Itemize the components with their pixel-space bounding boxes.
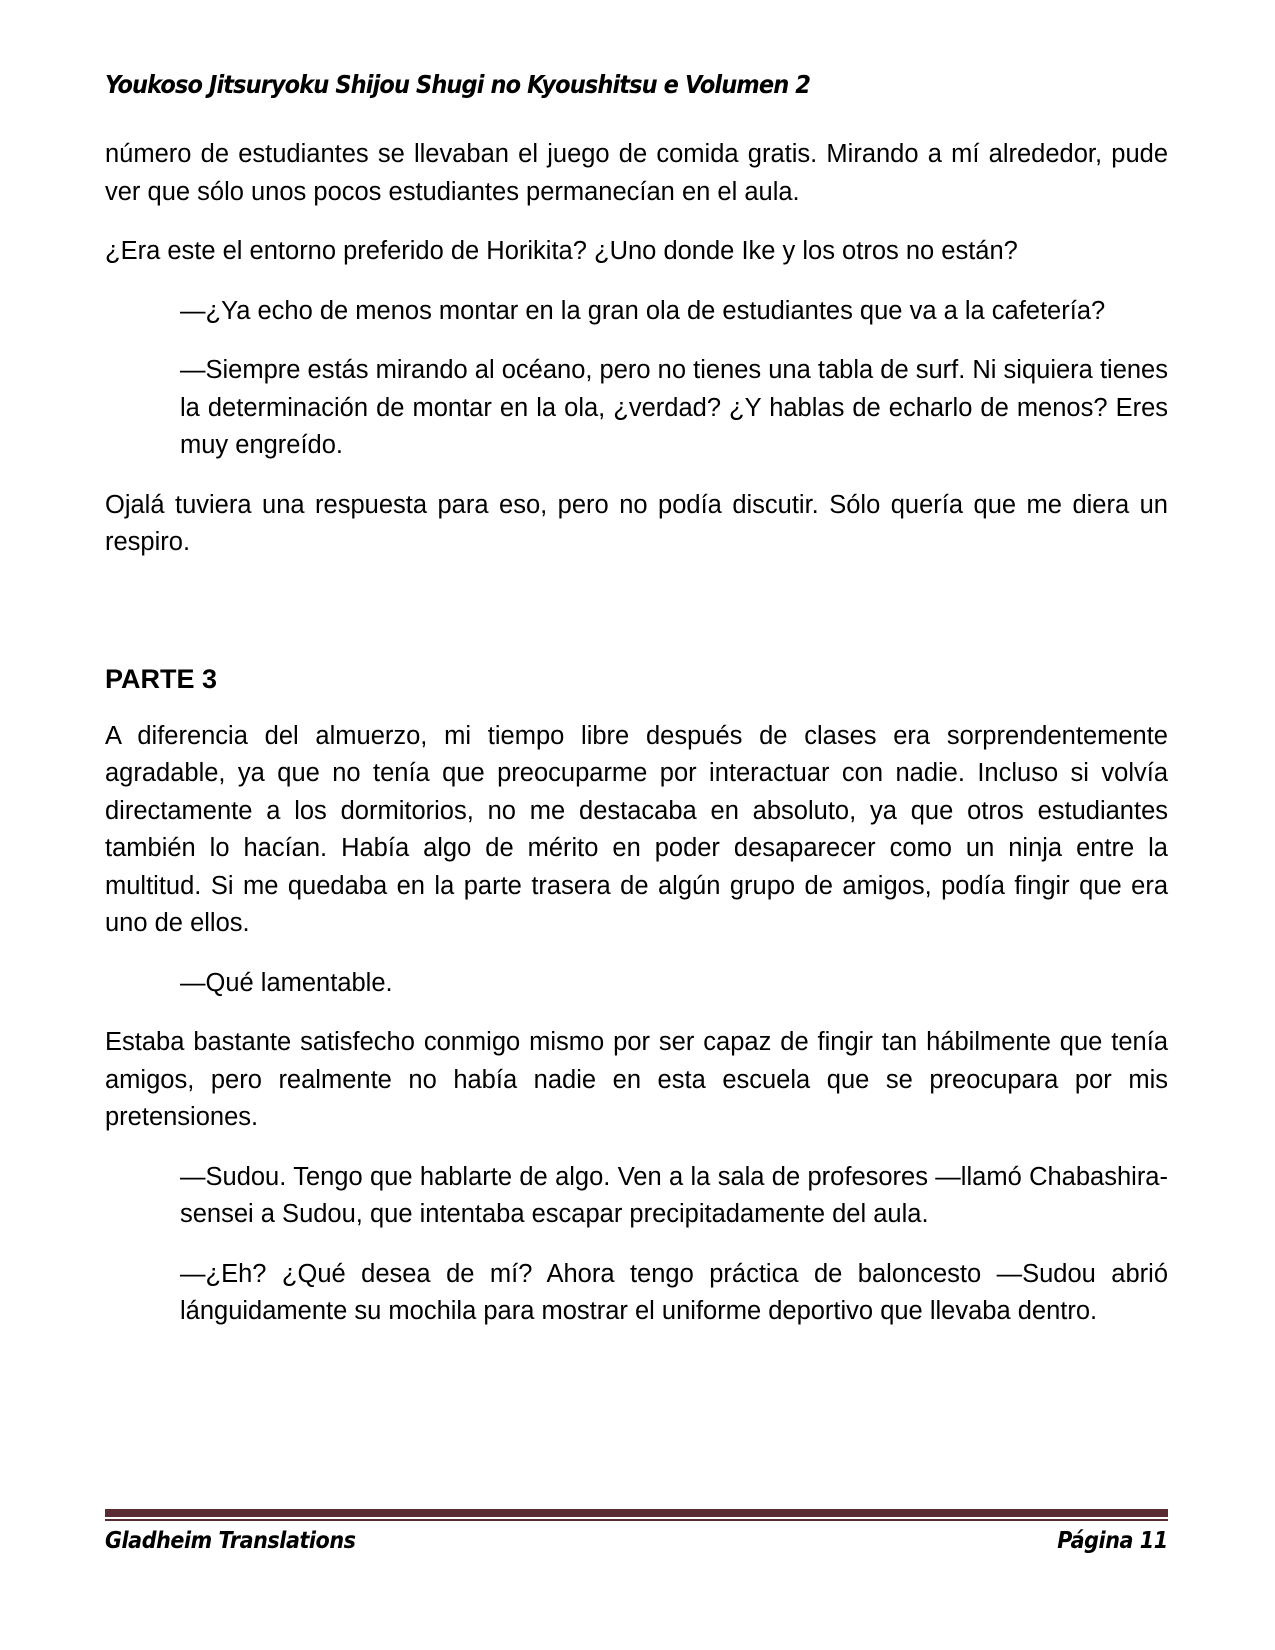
- dialogue-paragraph: —Qué lamentable.: [180, 968, 393, 997]
- dialogue-paragraph: —Siempre estás mirando al océano, pero no tienes una tabla de surf. Ni siquiera tienes la determinación de montar en la ola, ¿verdad? ¿Y hablas de echarlo de menos? Eres muy engreído.: [180, 356, 1168, 459]
- paragraph: A diferencia del almuerzo, mi tiempo libre después de clases era sorprendentemente agradable, ya que no tenía que preocuparme por interactuar con nadie. Incluso si volvía directamente a los dormitorios, no me destacaba en absoluto, ya que otros estudiantes también lo hacían. Había algo de mérito en poder desaparecer como un ninja entre la multitud. Si me quedaba en la parte trasera de algún grupo de amigos, podía fingir que era uno de ellos.: [105, 721, 1168, 937]
- page-footer: [105, 1509, 1168, 1554]
- footer-page-number: Página 11: [1057, 1528, 1168, 1554]
- section-heading: PARTE 3: [105, 663, 218, 694]
- dialogue-paragraph: —¿Ya echo de menos montar en la gran ola de estudiantes que va a la cafetería?: [180, 296, 1106, 325]
- footer-translator-label: Gladheim Translations: [105, 1528, 356, 1554]
- paragraph: Ojalá tuviera una respuesta para eso, pero no podía discutir. Sólo quería que me diera un respiro.: [105, 490, 1168, 556]
- dialogue-paragraph: —¿Eh? ¿Qué desea de mí? Ahora tengo práctica de baloncesto —Sudou abrió lánguidamente su mochila para mostrar el uniforme deportivo que llevaba dentro.: [180, 1259, 1168, 1325]
- footer-rule-thin: [105, 1519, 1168, 1521]
- page-content: [105, 70, 1168, 1353]
- footer-rule-thick: [105, 1509, 1168, 1517]
- document-header-title: Youkoso Jitsuryoku Shijou Shugi no Kyoushitsu e Volumen 2: [105, 70, 811, 99]
- paragraph: ¿Era este el entorno preferido de Horikita? ¿Uno donde Ike y los otros no están?: [105, 237, 1018, 265]
- dialogue-paragraph: —Sudou. Tengo que hablarte de algo. Ven a la sala de profesores —llamó Chabashira-sensei a Sudou, que intentaba escapar precipitadamente del aula.: [180, 1162, 1168, 1228]
- paragraph: número de estudiantes se llevaban el juego de comida gratis. Mirando a mí alrededor, pude ver que sólo unos pocos estudiantes permanecían en el aula.: [105, 140, 1168, 206]
- paragraph: Estaba bastante satisfecho conmigo mismo por ser capaz de fingir tan hábilmente que tenía amigos, pero realmente no había nadie en esta escuela que se preocupara por mis pretensiones.: [105, 1028, 1168, 1131]
- footer-row: [105, 1528, 1168, 1554]
